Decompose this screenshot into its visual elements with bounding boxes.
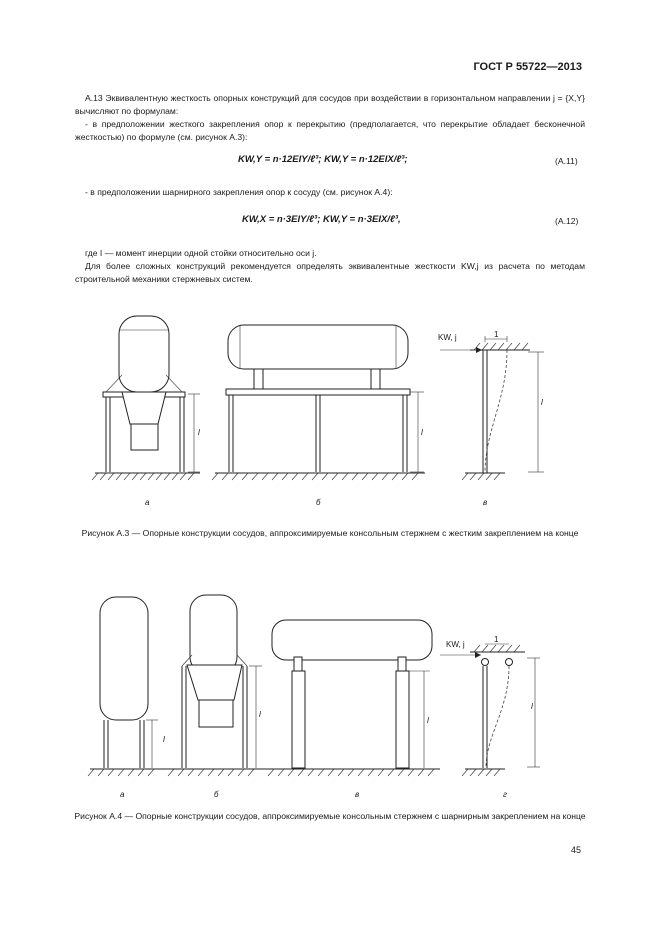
paragraph-where: где I — момент инерции одной стойки относительно оси j. — [85, 248, 317, 258]
fig4-label-a: а — [120, 790, 125, 799]
fig4-unit-label: 1 — [494, 635, 499, 644]
fig4-a-dim-l: l — [163, 735, 165, 744]
fig3-a-dim-l: l — [198, 428, 200, 437]
paragraph-rigid: - в предположении жесткого закрепления опор к перекрытию (предполагается, что перекрытие обладает бесконечной жесткостью) по формуле (см. рисунок А.3): — [75, 119, 585, 142]
figure3-caption: Рисунок А.3 — Опорные конструкции сосудов, аппроксимируемые консольным стержнем с жестким закреплением на конце — [81, 528, 579, 538]
fig3-unit-label: 1 — [494, 330, 499, 339]
document-code: ГОСТ Р 55722—2013 — [473, 61, 582, 73]
fig4-c-horizontal-vessel — [272, 620, 432, 768]
fig3-b-horizontal-vessel — [226, 325, 410, 472]
fig4-label-d: г — [503, 790, 507, 799]
fig3-label-c: в — [483, 498, 488, 507]
fig3-a-vessel-frame — [103, 316, 185, 472]
figure4-caption: Рисунок А.4 — Опорные конструкции сосудов, аппроксимируемые консольным стержнем с шарнирным закреплением на конце — [74, 811, 586, 821]
fig4-d-hinged-scheme — [440, 644, 540, 776]
fig4-a-tall-vessel — [100, 597, 148, 768]
fig3-b-dim-l: l — [421, 428, 423, 437]
fig4-label-c: в — [355, 790, 360, 799]
equation-number-a12: (А.12) — [555, 216, 579, 226]
page-number: 45 — [570, 845, 581, 855]
paragraph-complex: Для более сложных конструкций рекомендуется определять эквивалентные жесткости KW,j из расчета по методам строительной механики стержневых систем. — [75, 261, 585, 284]
fig3-label-a: а — [145, 498, 150, 507]
formula-a11: KW,Y = n·12EIY/ℓ³; KW,Y = n·12EIX/ℓ³; — [238, 154, 408, 165]
fig3-c-cantilever-scheme — [440, 336, 544, 480]
equation-number-a11: (А.11) — [555, 156, 578, 166]
paragraph-a13: А.13 Эквивалентную жесткость опорных конструкций для сосудов при воздействии в горизонтальном направлении j = {X,Y} вычисляют по формулам: — [75, 93, 585, 116]
fig4-b-vessel-on-frame — [182, 595, 247, 768]
fig4-force-label: KW, j — [446, 640, 465, 649]
formula-a12: KW,X = n·3EIY/ℓ³; KW,Y = n·3EIX/ℓ³, — [242, 214, 401, 225]
fig4-d-dim-l: l — [531, 702, 533, 711]
fig4-c-dim-l: l — [427, 716, 429, 725]
paragraph-hinged: - в предположении шарнирного закрепления опор к сосуду (см. рисунок А.4): — [85, 187, 393, 197]
fig4-label-b: б — [214, 790, 219, 799]
fig3-label-b: б — [316, 498, 321, 507]
fig3-force-label: KW, j — [438, 333, 457, 342]
fig4-b-dim-l: l — [259, 710, 261, 719]
fig3-c-dim-l: l — [541, 398, 543, 407]
